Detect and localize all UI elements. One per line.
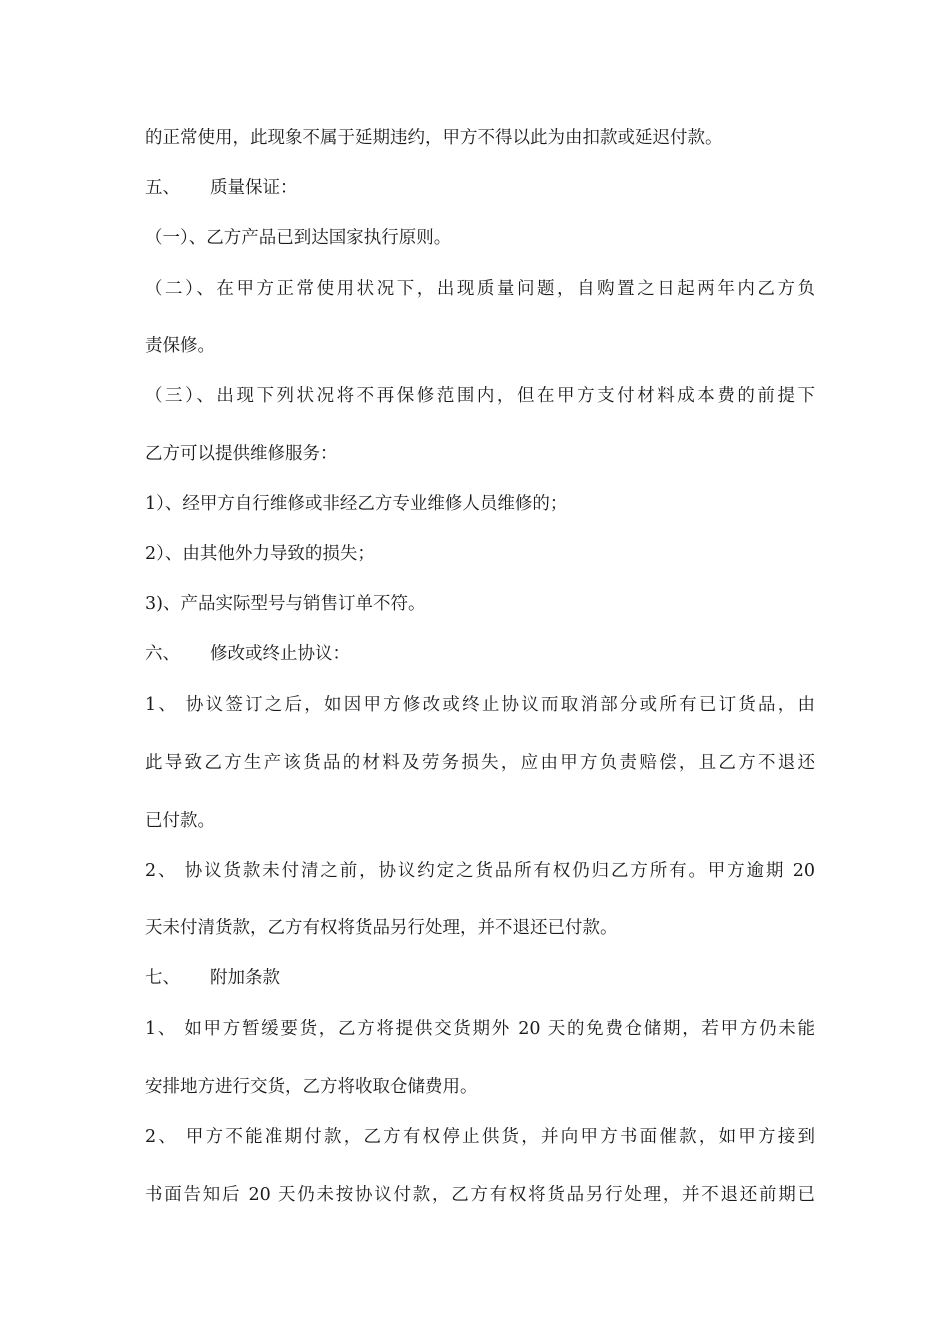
paragraph-line: （三）、出现下列状况将不再保修范围内，但在甲方支付材料成本费的前提下 (145, 386, 815, 406)
section-heading-quality (145, 173, 815, 203)
paragraph-line: 3)、产品实际型号与销售订单不符。 (145, 594, 426, 614)
paragraph-line: 1、 协议签订之后，如因甲方修改或终止协议而取消部分或所有已订货品，由 (145, 695, 815, 715)
paragraph-line: 1、 如甲方暂缓要货，乙方将提供交货期外 20 天的免费仓储期，若甲方仍未能 (145, 1019, 815, 1039)
paragraph-line: （一）、乙方产品已到达国家执行原则。 (145, 228, 452, 248)
paragraph-line: 天未付清货款，乙方有权将货品另行处理，并不退还已付款。 (145, 918, 618, 938)
section-title: 修改或终止协议： (210, 644, 350, 664)
paragraph-line: （二）、在甲方正常使用状况下，出现质量问题，自购置之日起两年内乙方负 (145, 279, 815, 299)
paragraph-line: 安排地方进行交货，乙方将收取仓储费用。 (145, 1077, 478, 1097)
paragraph-line: 此导致乙方生产该货品的材料及劳务损失，应由甲方负责赔偿，且乙方不退还 (145, 753, 815, 773)
paragraph-line: 的正常使用，此现象不属于延期违约，甲方不得以此为由扣款或延迟付款。 (145, 128, 723, 148)
paragraph-line: 2、 甲方不能准期付款，乙方有权停止供货，并向甲方书面催款，如甲方接到 (145, 1127, 815, 1147)
paragraph-line: 1）、经甲方自行维修或非经乙方专业维修人员维修的； (145, 494, 568, 514)
paragraph-line: 责保修。 (145, 336, 215, 356)
paragraph-line: 书面告知后 20 天仍未按协议付款，乙方有权将货品另行处理，并不退还前期已 (145, 1185, 815, 1205)
section-number: 六、 (145, 644, 180, 664)
paragraph-line: 乙方可以提供维修服务： (145, 444, 338, 464)
section-heading-modify (145, 639, 815, 669)
paragraph-line: 已付款。 (145, 811, 215, 831)
section-number: 五、 (145, 178, 180, 198)
paragraph-line: 2）、由其他外力导致的损失； (145, 544, 375, 564)
section-number: 七、 (145, 968, 180, 988)
section-title: 附加条款 (210, 968, 280, 988)
section-heading-additional (145, 963, 815, 993)
paragraph-line: 2、 协议货款未付清之前，协议约定之货品所有权仍归乙方所有。甲方逾期 20 (145, 861, 815, 881)
section-title: 质量保证： (210, 178, 298, 198)
